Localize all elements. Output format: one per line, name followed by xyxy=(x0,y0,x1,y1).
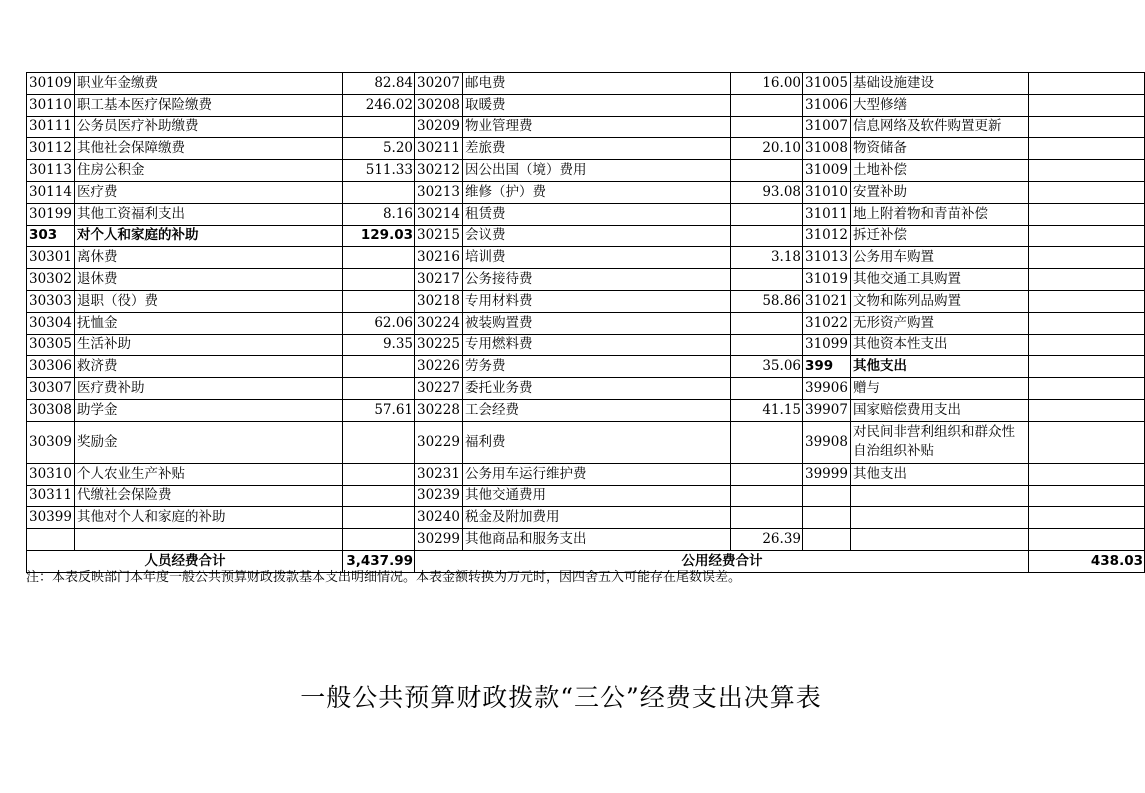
cell-name: 对个人和家庭的补助 xyxy=(75,225,343,247)
table-row xyxy=(27,203,1145,225)
cell-code: 31019 xyxy=(803,269,851,291)
cell-amount: 16.00 xyxy=(731,73,803,95)
cell-amount xyxy=(1029,485,1145,507)
cell-code: 30110 xyxy=(27,94,75,116)
cell-amount xyxy=(1029,94,1145,116)
table-body xyxy=(27,73,1145,573)
cell-amount xyxy=(1029,463,1145,485)
cell-name: 税金及附加费用 xyxy=(463,507,731,529)
cell-code: 31005 xyxy=(803,73,851,95)
table-row xyxy=(27,378,1145,400)
cell-name: 赠与 xyxy=(851,378,1029,400)
cell-code: 31021 xyxy=(803,290,851,312)
cell-name: 个人农业生产补贴 xyxy=(75,463,343,485)
personnel-total-value: 3,437.99 xyxy=(343,550,415,572)
cell-name: 其他交通费用 xyxy=(463,485,731,507)
cell-name: 物业管理费 xyxy=(463,116,731,138)
table-row xyxy=(27,290,1145,312)
cell-code: 39908 xyxy=(803,421,851,463)
cell-name: 文物和陈列品购置 xyxy=(851,290,1029,312)
cell-name: 对民间非营利组织和群众性自治组织补贴 xyxy=(851,421,1029,463)
cell-code: 30213 xyxy=(415,181,463,203)
cell-code: 30309 xyxy=(27,421,75,463)
table-row xyxy=(27,225,1145,247)
cell-name: 拆迁补偿 xyxy=(851,225,1029,247)
table-row xyxy=(27,421,1145,463)
cell-code: 30208 xyxy=(415,94,463,116)
cell-name: 救济费 xyxy=(75,356,343,378)
cell-name: 公务用车购置 xyxy=(851,247,1029,269)
cell-name: 租赁费 xyxy=(463,203,731,225)
cell-code: 39907 xyxy=(803,399,851,421)
cell-code: 31011 xyxy=(803,203,851,225)
cell-code: 30225 xyxy=(415,334,463,356)
cell-amount xyxy=(343,356,415,378)
cell-amount: 41.15 xyxy=(731,399,803,421)
cell-name: 安置补助 xyxy=(851,181,1029,203)
cell-amount: 93.08 xyxy=(731,181,803,203)
cell-code: 30301 xyxy=(27,247,75,269)
cell-name: 其他支出 xyxy=(851,463,1029,485)
cell-code: 30114 xyxy=(27,181,75,203)
cell-code: 31099 xyxy=(803,334,851,356)
cell-amount xyxy=(1029,116,1145,138)
cell-code: 30308 xyxy=(27,399,75,421)
cell-amount: 511.33 xyxy=(343,160,415,182)
cell-code: 31010 xyxy=(803,181,851,203)
cell-name xyxy=(851,529,1029,551)
cell-code: 30109 xyxy=(27,73,75,95)
cell-name: 工会经费 xyxy=(463,399,731,421)
cell-code: 30239 xyxy=(415,485,463,507)
cell-name: 信息网络及软件购置更新 xyxy=(851,116,1029,138)
cell-amount: 246.02 xyxy=(343,94,415,116)
cell-code: 30311 xyxy=(27,485,75,507)
cell-code: 30399 xyxy=(27,507,75,529)
cell-amount xyxy=(343,290,415,312)
cell-code: 39999 xyxy=(803,463,851,485)
cell-name: 医疗费 xyxy=(75,181,343,203)
table-note: 注：本表反映部门本年度一般公共预算财政拨款基本支出明细情况。本表金额转换为万元时，因四舍五入可能存在尾数误差。 xyxy=(26,570,742,585)
cell-name: 其他商品和服务支出 xyxy=(463,529,731,551)
cell-code: 30310 xyxy=(27,463,75,485)
cell-name: 其他交通工具购置 xyxy=(851,269,1029,291)
cell-amount xyxy=(343,378,415,400)
cell-amount xyxy=(343,485,415,507)
cell-amount xyxy=(343,181,415,203)
cell-code: 399 xyxy=(803,356,851,378)
cell-name xyxy=(851,507,1029,529)
cell-code: 30305 xyxy=(27,334,75,356)
table-row xyxy=(27,312,1145,334)
cell-code: 30211 xyxy=(415,138,463,160)
cell-amount xyxy=(1029,73,1145,95)
cell-code: 30212 xyxy=(415,160,463,182)
cell-amount: 129.03 xyxy=(343,225,415,247)
cell-code: 30299 xyxy=(415,529,463,551)
cell-code: 30209 xyxy=(415,116,463,138)
cell-amount xyxy=(1029,421,1145,463)
cell-name: 离休费 xyxy=(75,247,343,269)
cell-name: 无形资产购置 xyxy=(851,312,1029,334)
cell-amount xyxy=(731,312,803,334)
cell-amount xyxy=(343,269,415,291)
cell-code: 30228 xyxy=(415,399,463,421)
cell-code: 31008 xyxy=(803,138,851,160)
cell-name: 国家赔偿费用支出 xyxy=(851,399,1029,421)
cell-amount xyxy=(1029,203,1145,225)
cell-amount xyxy=(731,485,803,507)
cell-code: 31012 xyxy=(803,225,851,247)
cell-code: 30215 xyxy=(415,225,463,247)
cell-code: 30304 xyxy=(27,312,75,334)
table-row xyxy=(27,160,1145,182)
cell-amount xyxy=(731,269,803,291)
cell-amount xyxy=(1029,247,1145,269)
cell-amount xyxy=(1029,378,1145,400)
cell-amount xyxy=(1029,138,1145,160)
cell-code: 30307 xyxy=(27,378,75,400)
cell-name: 邮电费 xyxy=(463,73,731,95)
cell-name: 公务用车运行维护费 xyxy=(463,463,731,485)
cell-amount xyxy=(1029,529,1145,551)
cell-name: 差旅费 xyxy=(463,138,731,160)
cell-code: 31006 xyxy=(803,94,851,116)
cell-code xyxy=(27,529,75,551)
cell-name xyxy=(851,485,1029,507)
cell-amount xyxy=(1029,160,1145,182)
cell-code: 30306 xyxy=(27,356,75,378)
public-total-value: 438.03 xyxy=(1029,550,1145,572)
cell-amount xyxy=(1029,399,1145,421)
cell-amount xyxy=(1029,290,1145,312)
cell-code: 30240 xyxy=(415,507,463,529)
cell-code xyxy=(803,507,851,529)
cell-amount xyxy=(1029,312,1145,334)
cell-name: 大型修缮 xyxy=(851,94,1029,116)
cell-amount xyxy=(343,463,415,485)
cell-code: 30207 xyxy=(415,73,463,95)
cell-code xyxy=(803,485,851,507)
cell-amount xyxy=(731,160,803,182)
table-row xyxy=(27,485,1145,507)
cell-code: 30227 xyxy=(415,378,463,400)
cell-name: 地上附着物和青苗补偿 xyxy=(851,203,1029,225)
cell-code: 30199 xyxy=(27,203,75,225)
table-row xyxy=(27,73,1145,95)
table-row xyxy=(27,334,1145,356)
cell-code: 30224 xyxy=(415,312,463,334)
cell-name: 物资储备 xyxy=(851,138,1029,160)
cell-name: 职工基本医疗保险缴费 xyxy=(75,94,343,116)
cell-name xyxy=(75,529,343,551)
table-row xyxy=(27,356,1145,378)
table-row xyxy=(27,138,1145,160)
cell-name: 其他工资福利支出 xyxy=(75,203,343,225)
cell-name: 奖励金 xyxy=(75,421,343,463)
cell-amount: 26.39 xyxy=(731,529,803,551)
cell-code: 31009 xyxy=(803,160,851,182)
cell-amount: 9.35 xyxy=(343,334,415,356)
cell-amount: 20.10 xyxy=(731,138,803,160)
cell-name: 被装购置费 xyxy=(463,312,731,334)
cell-code: 30216 xyxy=(415,247,463,269)
cell-amount xyxy=(343,116,415,138)
table-row xyxy=(27,529,1145,551)
cell-code: 30113 xyxy=(27,160,75,182)
cell-code: 30229 xyxy=(415,421,463,463)
cell-code: 30231 xyxy=(415,463,463,485)
cell-amount xyxy=(731,94,803,116)
cell-code: 30214 xyxy=(415,203,463,225)
cell-amount xyxy=(1029,356,1145,378)
cell-amount: 5.20 xyxy=(343,138,415,160)
cell-name: 劳务费 xyxy=(463,356,731,378)
cell-amount xyxy=(343,247,415,269)
cell-name: 职业年金缴费 xyxy=(75,73,343,95)
cell-name: 因公出国（境）费用 xyxy=(463,160,731,182)
cell-name: 基础设施建设 xyxy=(851,73,1029,95)
cell-name: 其他对个人和家庭的补助 xyxy=(75,507,343,529)
cell-amount xyxy=(731,507,803,529)
table-row xyxy=(27,116,1145,138)
table-row xyxy=(27,247,1145,269)
cell-amount xyxy=(343,529,415,551)
cell-amount xyxy=(1029,507,1145,529)
table-row xyxy=(27,399,1145,421)
cell-code: 30112 xyxy=(27,138,75,160)
cell-name: 其他社会保障缴费 xyxy=(75,138,343,160)
cell-amount: 62.06 xyxy=(343,312,415,334)
cell-amount xyxy=(731,203,803,225)
cell-amount xyxy=(731,463,803,485)
cell-code: 303 xyxy=(27,225,75,247)
cell-name: 退职（役）费 xyxy=(75,290,343,312)
cell-amount: 58.86 xyxy=(731,290,803,312)
cell-amount: 3.18 xyxy=(731,247,803,269)
cell-name: 生活补助 xyxy=(75,334,343,356)
table-row xyxy=(27,463,1145,485)
cell-amount: 8.16 xyxy=(343,203,415,225)
cell-name: 培训费 xyxy=(463,247,731,269)
table-row xyxy=(27,94,1145,116)
cell-code: 30303 xyxy=(27,290,75,312)
cell-name: 维修（护）费 xyxy=(463,181,731,203)
cell-code: 31007 xyxy=(803,116,851,138)
cell-name: 抚恤金 xyxy=(75,312,343,334)
cell-name: 住房公积金 xyxy=(75,160,343,182)
cell-name: 土地补偿 xyxy=(851,160,1029,182)
cell-name: 取暖费 xyxy=(463,94,731,116)
cell-amount xyxy=(1029,181,1145,203)
cell-name: 专用材料费 xyxy=(463,290,731,312)
expenditure-detail-table xyxy=(26,72,1145,573)
cell-amount xyxy=(731,334,803,356)
cell-amount xyxy=(731,421,803,463)
cell-code: 30226 xyxy=(415,356,463,378)
cell-name: 福利费 xyxy=(463,421,731,463)
cell-name: 委托业务费 xyxy=(463,378,731,400)
cell-amount xyxy=(1029,334,1145,356)
table-row xyxy=(27,507,1145,529)
cell-amount: 82.84 xyxy=(343,73,415,95)
cell-name: 其他资本性支出 xyxy=(851,334,1029,356)
cell-name: 会议费 xyxy=(463,225,731,247)
cell-name: 助学金 xyxy=(75,399,343,421)
cell-code: 31022 xyxy=(803,312,851,334)
public-total-label: 公用经费合计 xyxy=(415,550,1029,572)
cell-name: 公务员医疗补助缴费 xyxy=(75,116,343,138)
cell-amount: 35.06 xyxy=(731,356,803,378)
table-row xyxy=(27,269,1145,291)
cell-amount: 57.61 xyxy=(343,399,415,421)
cell-name: 医疗费补助 xyxy=(75,378,343,400)
cell-amount xyxy=(1029,225,1145,247)
cell-amount xyxy=(343,507,415,529)
cell-amount xyxy=(343,421,415,463)
cell-amount xyxy=(731,225,803,247)
cell-code: 30217 xyxy=(415,269,463,291)
cell-code: 31013 xyxy=(803,247,851,269)
cell-amount xyxy=(731,378,803,400)
cell-amount xyxy=(1029,269,1145,291)
personnel-total-label: 人员经费合计 xyxy=(27,550,343,572)
cell-code: 30218 xyxy=(415,290,463,312)
cell-code: 30111 xyxy=(27,116,75,138)
cell-name: 专用燃料费 xyxy=(463,334,731,356)
cell-code: 39906 xyxy=(803,378,851,400)
cell-code: 30302 xyxy=(27,269,75,291)
cell-name: 代缴社会保险费 xyxy=(75,485,343,507)
cell-name: 其他支出 xyxy=(851,356,1029,378)
next-table-title: 一般公共预算财政拨款“三公”经费支出决算表 xyxy=(300,683,822,712)
cell-code xyxy=(803,529,851,551)
cell-name: 公务接待费 xyxy=(463,269,731,291)
cell-name: 退休费 xyxy=(75,269,343,291)
cell-amount xyxy=(731,116,803,138)
table-row xyxy=(27,181,1145,203)
